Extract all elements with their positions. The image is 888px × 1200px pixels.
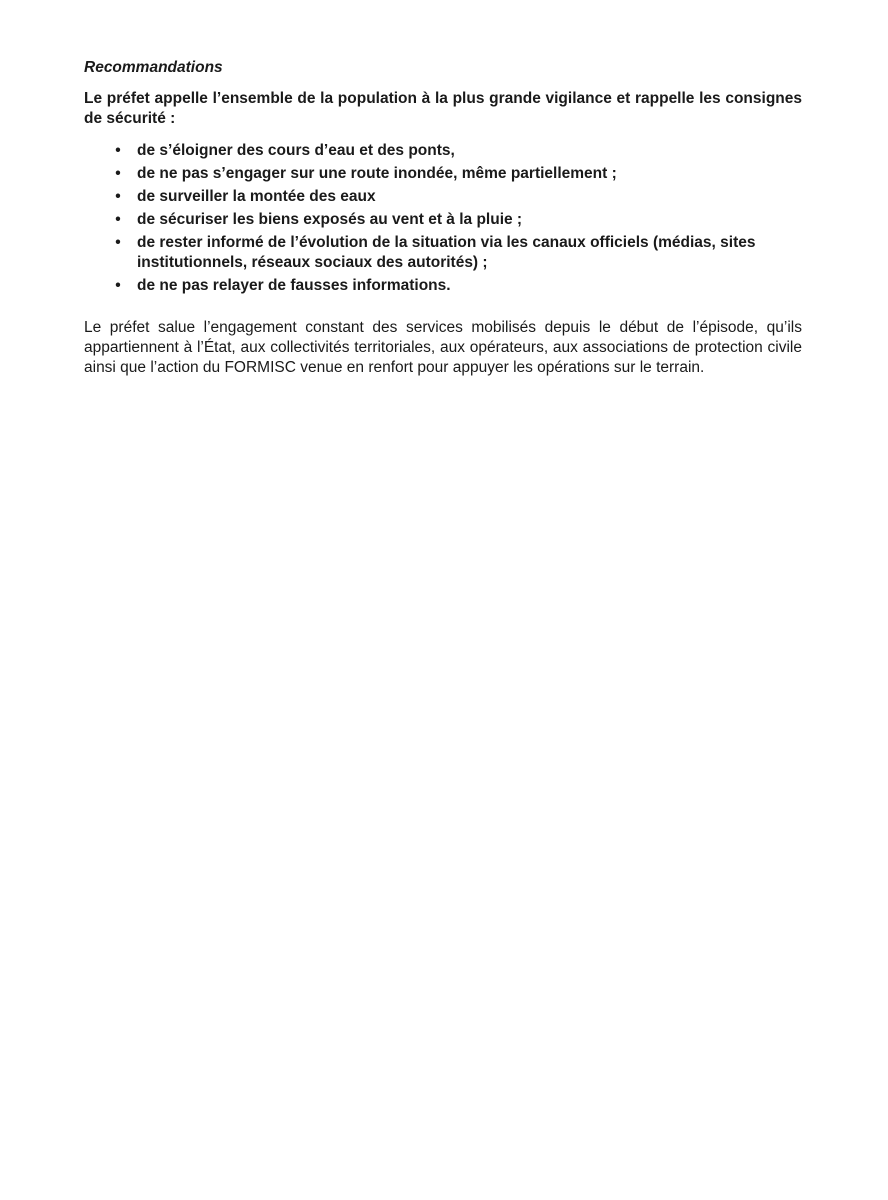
list-item <box>115 276 802 296</box>
bullet-icon: • <box>115 211 121 228</box>
safety-instructions-list <box>84 141 802 296</box>
bullet-icon: • <box>115 234 121 251</box>
list-item <box>115 141 802 161</box>
section-title: Recommandations <box>84 59 223 76</box>
list-item-text: de s’éloigner des cours d’eau et des ponts, <box>137 142 455 159</box>
bullet-icon: • <box>115 188 121 205</box>
intro-paragraph: Le préfet appelle l’ensemble de la population à la plus grande vigilance et rappelle les consignes de sécurité : <box>84 90 802 127</box>
list-item-text: de sécuriser les biens exposés au vent et à la pluie ; <box>137 211 523 228</box>
bullet-icon: • <box>115 165 121 182</box>
document-content <box>84 58 802 378</box>
list-item <box>115 187 802 207</box>
bullet-icon: • <box>115 142 121 159</box>
list-item <box>115 164 802 184</box>
list-item-text: de rester informé de l’évolution de la situation via les canaux officiels (médias, sites institutionnels, réseaux sociaux des autorités) ; <box>137 234 756 271</box>
list-item <box>115 210 802 230</box>
bullet-icon: • <box>115 277 121 294</box>
list-item-text: de ne pas s’engager sur une route inondée, même partiellement ; <box>137 165 617 182</box>
list-item-text: de surveiller la montée des eaux <box>137 188 376 205</box>
closing-paragraph: Le préfet salue l’engagement constant des services mobilisés depuis le début de l’épisode, qu’ils appartiennent à l’État, aux collectivités territoriales, aux opérateurs, aux associations de protection civile ainsi que l’action du FORMISC venue en renfort pour appuyer les opérations sur le terrain. <box>84 319 802 376</box>
list-item-text: de ne pas relayer de fausses informations. <box>137 277 451 294</box>
list-item <box>115 233 802 273</box>
